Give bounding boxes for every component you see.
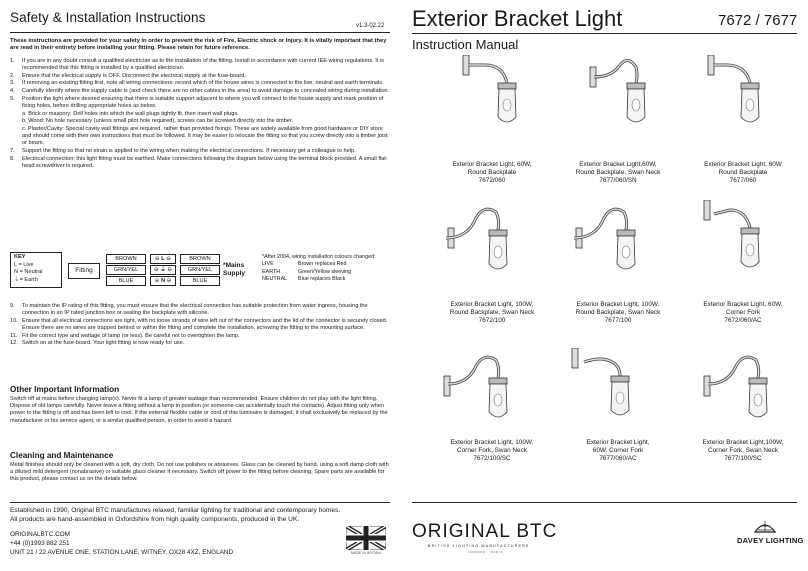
step-item <box>10 80 390 87</box>
caption-line-3: 7672/060/AC <box>724 317 762 324</box>
original-btc-tagline: BRITISH LIGHTING MANUFACTURERS <box>428 544 530 548</box>
bracket-lamp-icon <box>568 200 648 300</box>
substep-item <box>10 111 390 118</box>
caption-line-2: Corner Fork <box>725 309 761 316</box>
step-text: Switch on at the fuse-board. Your light fitting is now ready for use. <box>22 340 185 347</box>
caption-line-1: Exterior Bracket Light, 100W, <box>450 301 534 308</box>
left-title-rule <box>10 32 390 33</box>
screw-icon: ⊖ <box>167 267 173 273</box>
step-item <box>10 73 390 80</box>
step-text: Position the light where desired ensuring that there is suitable support adjacent to where you will connect to the house supply and mark position of fixing holes, before drilling appropriate holes as below. <box>22 95 384 109</box>
caption-line-1: Exterior Bracket Light,100W, <box>702 439 784 446</box>
product-caption <box>428 439 556 463</box>
step-text: If you are in any doubt consult a qualified electrician as to the installation of the fitting. Install in accordance with current IEE wiring regulations. It is recommended that this fitting is installed by a qualified electrician. <box>22 58 384 72</box>
wire-left-blue: BLUE <box>106 276 146 286</box>
key-earth-label: = Earth <box>19 276 38 283</box>
step-text: Carefully identify where the supply cable is (and check there are no other cables in the area) to avoid damage to concealed wiring during installation. <box>22 88 390 95</box>
mains-supply-label: *Mains Supply <box>223 262 245 277</box>
other-info-text: Switch off at mains before changing lamp(s). Never fit a lamp of greater wattage than recommended. Ensure children do not play with the light fitting. Dispose of old lamps carefully. Never leave a fitting without a lamp in position (or someone can accidentally touch the contacts). Adjust fitting only when power to the fitting is off and has been left to cool. If the external flexible cable or cord of this luminaire is damaged, it shall exclusively be replaced by the manufacturer or his service agent, or a similar qualified person, in order to avoid a hazard. <box>10 396 388 424</box>
wire-left-grnyel: GRN/YEL <box>106 265 146 275</box>
caption-line-3: 7677/060/AC <box>599 455 637 462</box>
bracket-lamp-icon <box>440 200 520 300</box>
caption-line-1: Exterior Bracket Light, <box>586 439 650 446</box>
caption-line-3: 7677/060 <box>729 177 757 184</box>
substep-item <box>10 126 390 147</box>
original-btc-logo: ORIGINAL BTC <box>412 521 558 542</box>
terminal-earth <box>150 265 176 275</box>
colour-row-key: EARTH <box>262 268 281 275</box>
caption-line-1: Exterior Bracket Light, 60W, <box>703 301 783 308</box>
wire-right-grnyel: GRN/YEL <box>180 265 220 275</box>
contact-phone: +44 (0)1993 882 251 <box>10 540 70 547</box>
step-item <box>10 58 390 72</box>
caption-line-2: Corner Fork, Swan Neck <box>708 447 778 454</box>
caption-line-3: 7677/100/SC <box>724 455 762 462</box>
caption-line-1: Exterior Bracket Light, 100W, <box>450 439 534 446</box>
bracket-lamp-icon <box>700 200 780 300</box>
davey-lamp-icon <box>752 518 778 534</box>
manual-subtitle: Instruction Manual <box>412 37 519 52</box>
step-number: 12. <box>10 340 18 347</box>
key-title: KEY <box>14 254 26 260</box>
step-item <box>10 333 390 340</box>
substep-text: c. Plaster/Cavity: Special cavity wall fittings are required, rather than provided fixings. These are widely available from good hardware or DIY store and should come with their own instructions that must be followed. It may be easier to relocate the fitting so that you screw directly into a timber joist or beam. <box>22 126 388 147</box>
footer-line-1: Established in 1990, Original BTC manufactures relaxed, familiar lighting for traditional and contemporary homes. <box>10 507 341 514</box>
terminal-neutral <box>150 276 176 286</box>
bracket-lamp-icon <box>700 55 780 155</box>
right-footer-rule <box>412 502 797 503</box>
screw-icon: ⊖ <box>166 278 172 284</box>
colour-row <box>262 261 390 268</box>
product-caption <box>679 439 807 463</box>
substep-text: a. Brick or masonry: Drill holes into which the wall plugs tightly fit, then insert wall plugs. <box>22 110 239 117</box>
wire-right-blue: BLUE <box>180 276 220 286</box>
original-btc-cities: LONDON · PARIS <box>468 550 504 554</box>
caption-line-1: Exterior Bracket Light, 100W, <box>576 301 660 308</box>
step-item <box>10 340 390 347</box>
step-item <box>10 303 390 317</box>
caption-line-1: Exterior Bracket Light,60W, <box>579 161 657 168</box>
caption-line-2: Round Backplate <box>718 169 768 176</box>
colour-row-value: Blue replaces Black <box>298 275 346 282</box>
union-flag-icon <box>346 526 386 550</box>
step-text: If removing an existing fitting first, note all wiring connections: record which of the house wires is connected to the live, neutral and earth terminals. <box>22 80 384 87</box>
step-item <box>10 148 390 155</box>
product-caption <box>554 161 682 185</box>
caption-line-1: Exterior Bracket Light, 60W <box>704 161 782 168</box>
product-caption <box>679 301 807 325</box>
step-text: Ensure that the electrical supply is OFF. Disconnect the electrical supply at the fuse-board. <box>22 72 246 79</box>
intro-text: These instructions are provided for your safety in order to prevent the risk of Fire, Electric shock or Injury. It is vitally important that they are read in their entirety before installing your fitting. Please retain for future reference. <box>10 38 387 52</box>
step-number: 5. <box>10 95 15 102</box>
cleaning-heading: Cleaning and Maintenance <box>10 451 114 460</box>
terminal-live-label: L <box>161 256 165 262</box>
product-title: Exterior Bracket Light <box>412 6 623 31</box>
wire-right-brown: BROWN <box>180 254 220 264</box>
substep-item <box>10 118 390 125</box>
caption-line-2: Round Backplate <box>467 169 517 176</box>
steps-list-1 <box>10 58 390 170</box>
colour-row-key: LIVE <box>262 261 274 268</box>
step-number: 10. <box>10 317 18 324</box>
steps-list-2 <box>10 303 390 348</box>
left-footer-rule <box>10 502 390 503</box>
colour-note <box>262 254 390 283</box>
other-info-heading: Other Important Information <box>10 385 120 394</box>
fitting-label: Fitting <box>68 263 100 279</box>
bracket-lamp-icon <box>568 348 648 448</box>
step-number: 9. <box>10 303 15 309</box>
step-number: 1. <box>10 58 15 64</box>
colour-note-title: *After 2004, wiring installation colours changed: <box>262 254 376 260</box>
wiring-key <box>10 252 62 288</box>
step-item <box>10 88 390 95</box>
terminal-live <box>150 254 176 264</box>
caption-line-2: Round Backplate, Swan Neck <box>575 169 661 176</box>
step-text: Fit the correct type and wattage of lamp (or less). Be careful not to overtighten the lamp. <box>22 332 240 339</box>
terminal-earth-label: ⏚ <box>160 267 166 273</box>
screw-icon: ⊖ <box>155 256 160 262</box>
key-earth <box>14 277 58 285</box>
step-item <box>10 156 390 170</box>
product-caption <box>679 161 807 185</box>
colour-row-value: Green/Yellow sleeving <box>298 268 352 275</box>
contact-address: UNIT 21 / 22 AVENUE ONE, STATION LANE, WITNEY, OX28 4XZ, ENGLAND <box>10 549 234 556</box>
caption-line-3: 7672/100/SC <box>473 455 511 462</box>
colour-row-key: NEUTRAL <box>262 275 288 282</box>
cleaning-text: Metal finishes should only be cleaned with a soft, dry cloth. Do not use polishes or abrasives. Glass can be cleaned by hand, using a soft damp cloth with a diluted mild detergent (nonabrasive) or suitable glass cleaner if necessary. Switch off power to the fitting before cleaning. Spare parts are available for this product, please contact us on the details below. <box>10 462 389 483</box>
colour-row <box>262 276 390 283</box>
step-number: 7. <box>10 147 15 154</box>
caption-line-2: Round Backplate, Swan Neck <box>575 309 661 316</box>
step-text: Electrical connection: this light fitting must be earthed. Make connections following the diagram below using the terminal block provided. A small flat-head screwdriver is required. <box>22 155 388 169</box>
version-label: v1.3-02.22 <box>356 23 385 29</box>
terminal-neutral-label: N <box>160 278 166 284</box>
step-number: 8. <box>10 155 15 162</box>
made-in-britain-label: MADE IN BRITAIN <box>351 551 381 555</box>
step-text: To maintain the IP rating of this fitting, you must ensure that the electrical connection has suitable protection from water ingress, housing the connection in an IP rated junction box or sealing the backplate with silicone. <box>22 303 368 317</box>
product-code: 7672 / 7677 <box>718 12 798 29</box>
product-caption <box>554 439 682 463</box>
key-live: L = Live <box>14 261 34 268</box>
screw-icon: ⊖ <box>153 267 159 273</box>
footer-line-2: All products are hand-assembled in Oxfordshire from high quality components, produced in the UK. <box>10 516 300 523</box>
screw-icon: ⊖ <box>166 256 171 262</box>
caption-line-3: 7677/100 <box>604 317 632 324</box>
bracket-lamp-icon <box>455 55 535 155</box>
step-number: 11. <box>10 332 18 339</box>
step-item <box>10 96 390 110</box>
left-title: Safety & Installation Instructions <box>10 10 206 25</box>
bracket-lamp-icon <box>700 348 780 448</box>
wire-left-brown: BROWN <box>106 254 146 264</box>
earth-icon: ⏚ <box>14 276 20 283</box>
step-text: Support the fitting so that no strain is applied to the wiring when making the electrical connections. If necessary get a colleague to help. <box>22 147 356 154</box>
contact-web: ORIGINALBTC.COM <box>10 531 71 538</box>
step-number: 3. <box>10 80 15 87</box>
product-caption <box>428 161 556 185</box>
colour-row-value: Brown replaces Red <box>298 261 347 268</box>
step-number: 4. <box>10 88 15 95</box>
screw-icon: ⊖ <box>154 278 160 284</box>
caption-line-3: 7672/100 <box>478 317 506 324</box>
step-text: Ensure that all electrical connections are tight, with no loose strands of wire left out of the connectors and the lid of the connector is securely closed. Ensure there are no wires are trapped behind or within the fitting and complete the installation, screwing the fitting to the mounting surface. <box>22 317 388 331</box>
substep-text: b. Wood: No hole necessary (unless small pilot hole required), screws can be screwed directly into the timber. <box>22 118 294 125</box>
caption-line-2: Round Backplate, Swan Neck <box>449 309 535 316</box>
davey-lighting-logo: DAVEY LIGHTING <box>737 536 804 545</box>
caption-line-2: Corner Fork, Swan Neck <box>457 447 527 454</box>
key-neutral: N = Neutral <box>14 269 43 275</box>
caption-line-3: 7677/060/SN <box>599 177 637 184</box>
step-item <box>10 318 390 332</box>
colour-row <box>262 269 390 276</box>
product-caption <box>428 301 556 325</box>
product-caption <box>554 301 682 325</box>
caption-line-2: 60W, Corner Fork <box>592 447 644 454</box>
step-number: 2. <box>10 72 15 79</box>
caption-line-1: Exterior Bracket Light, 60W, <box>452 161 532 168</box>
right-title-rule <box>412 33 797 34</box>
caption-line-3: 7672/060 <box>478 177 506 184</box>
bracket-lamp-icon <box>582 55 662 155</box>
bracket-lamp-icon <box>440 348 520 448</box>
wiring-diagram <box>68 254 258 288</box>
